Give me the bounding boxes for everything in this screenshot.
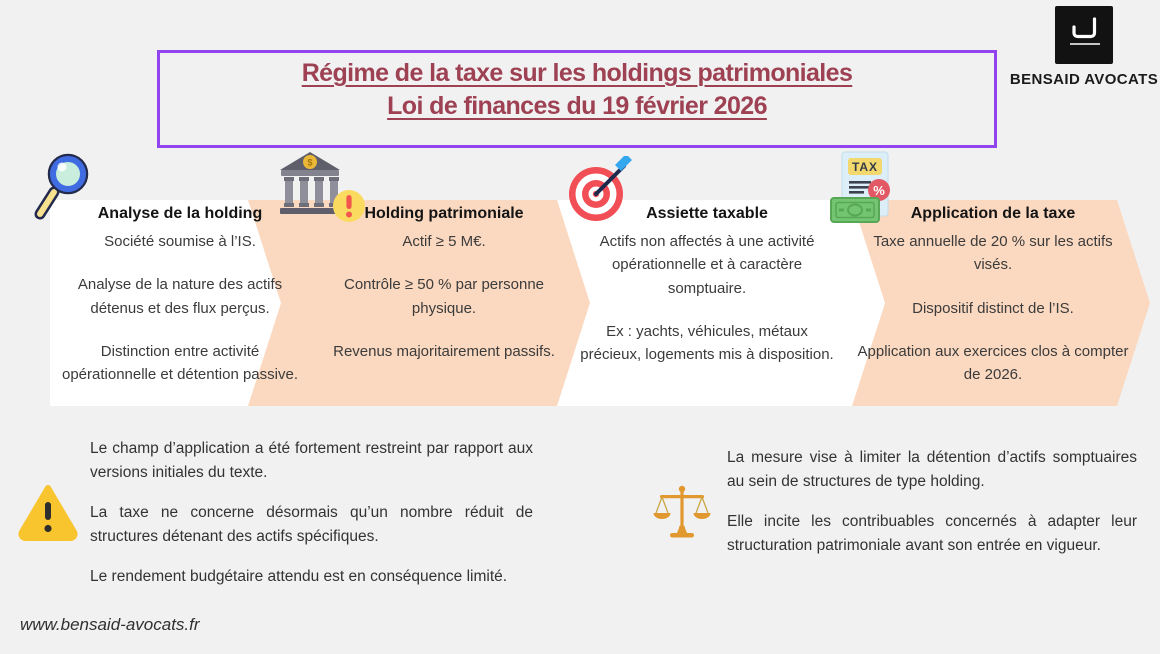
step-column-holding <box>310 205 578 383</box>
step-column-application <box>853 205 1133 406</box>
step-paragraph: Dispositif distinct de l’IS. <box>912 299 1074 317</box>
svg-text:$: $ <box>307 157 313 168</box>
step-paragraph: Ex : yachts, véhicules, métaux précieux, logements mis à disposition. <box>580 322 834 363</box>
note-paragraph: Elle incite les contribuables concernés à adapter leur structuration patrimoniale avant son entrée en vigueur. <box>727 513 1137 555</box>
note-block-balance <box>727 446 1137 574</box>
step-paragraph: Analyse de la nature des actifs détenus et des flux perçus. <box>77 276 283 317</box>
step-paragraph: Actif ≥ 5 M€. <box>402 233 486 250</box>
title-box <box>157 50 997 148</box>
step-paragraph: Société soumise à l’IS. <box>104 233 256 250</box>
brand-name: BENSAID AVOCATS <box>1009 71 1159 88</box>
note-paragraph: Le rendement budgétaire attendu est en conséquence limité. <box>90 568 508 586</box>
warning-triangle-icon <box>16 482 80 547</box>
step-paragraph: Revenus majoritairement passifs. <box>333 342 555 360</box>
step-heading: Application de la taxe <box>910 205 1076 222</box>
step-heading: Holding patrimoniale <box>364 205 524 222</box>
step-paragraph: Application aux exercices clos à compter de 2026. <box>857 342 1129 383</box>
note-block-warning <box>90 437 533 605</box>
svg-text:%: % <box>873 183 885 198</box>
step-heading: Assiette taxable <box>646 205 768 222</box>
step-paragraph: Contrôle ≥ 50 % par personne physique. <box>343 276 545 317</box>
step-heading: Analyse de la holding <box>97 205 263 222</box>
brand-logo <box>1008 6 1160 88</box>
scales-icon <box>653 483 711 546</box>
step-paragraph: Distinction entre activité opérationnelle et détention passive. <box>61 342 298 383</box>
jb-monogram-icon <box>1055 6 1113 69</box>
note-paragraph: La taxe ne concerne désormais qu’un nombre réduit de structures détenant des actifs spécifiques. <box>90 504 533 546</box>
page-title-line-2: Loi de finances du 19 février 2026 <box>387 92 767 120</box>
step-paragraph: Taxe annuelle de 20 % sur les actifs visés. <box>873 233 1113 274</box>
page-title-line-1: Régime de la taxe sur les holdings patrimoniales <box>301 59 853 87</box>
step-paragraph: Actifs non affectés à une activité opérationnelle et à caractère somptuaire. <box>599 233 815 297</box>
footer-website: www.bensaid-avocats.fr <box>20 615 200 634</box>
note-paragraph: Le champ d’application a été fortement restreint par rapport aux versions initiales du texte. <box>90 440 533 482</box>
step-column-analyse <box>55 205 305 406</box>
svg-text:TAX: TAX <box>851 160 879 174</box>
note-paragraph: La mesure vise à limiter la détention d’actifs somptuaires au sein de structures de type holding. <box>727 449 1137 491</box>
step-column-assiette <box>578 205 836 386</box>
